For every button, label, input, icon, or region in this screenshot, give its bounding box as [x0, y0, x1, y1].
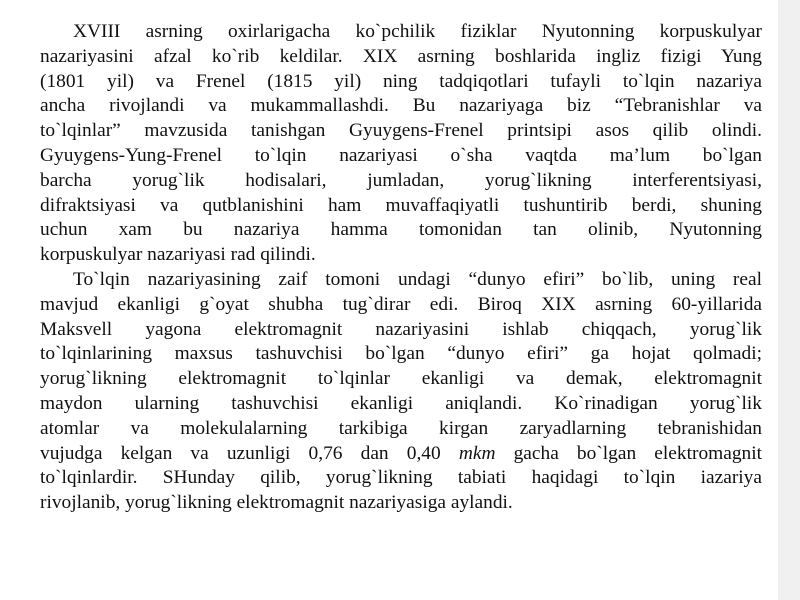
text-line: Maksvell yagona elektromagnit nazariyasini ishlab chiqqach, yorug`lik [40, 318, 762, 340]
text-line: vujudga kelgan va uzunligi 0,76 dan 0,40 mkm gacha bo`lgan elektromagnit [40, 442, 762, 464]
text-line: yorug`likning elektromagnit to`lqinlar ekanligi va demak, elektromagnit [40, 368, 762, 390]
text-line: atomlar va molekulalarning tarkibiga kirgan zaryadlarning tebranishidan [40, 417, 762, 439]
text-line: maydon ularning tashuvchisi ekanligi aniqlandi. Ko`rinadigan yorug`lik [40, 392, 762, 414]
text-line: nazariyasini afzal ko`rib keldilar. XIX asrning boshlarida ingliz fizigi Yung [40, 45, 762, 67]
text-line: korpuskulyar nazariyasi rad qilindi. [40, 244, 316, 266]
text-line: mavjud ekanligi g`oyat shubha tug`dirar edi. Biroq XIX asrning 60-yillarida [40, 293, 762, 315]
text-line: uchun xam bu nazariya hamma tomonidan tan olinib, Nyutonning [40, 219, 762, 241]
text-line: to`lqinlarining maxsus tashuvchisi bo`lgan “dunyo efiri” ga hojat qolmadi; [40, 343, 762, 365]
text-line: ancha rivojlandi va mukammallashdi. Bu nazariyaga biz “Tebranishlar va [40, 95, 762, 117]
text-line: barcha yorug`lik hodisalari, jumladan, yorug`likning interferentsiyasi, [40, 169, 762, 191]
text-line: To`lqin nazariyasining zaif tomoni undagi “dunyo efiri” bo`lib, uning real [73, 268, 762, 290]
text-line: (1801 yil) va Frenel (1815 yil) ning tadqiqotlari tufayli to`lqin nazariya [40, 70, 762, 92]
text-line: to`lqinlardir. SHunday qilib, yorug`likning tabiati haqidagi to`lqin iazariya [40, 467, 762, 489]
text-line: to`lqinlar” mavzusida tanishgan Gyuygens-Frenel printsipi asos qilib olindi. [40, 120, 762, 142]
text-line: Gyuygens-Yung-Frenel to`lqin nazariyasi o`sha vaqtda ma’lum bo`lgan [40, 144, 762, 166]
document-body [40, 20, 762, 516]
text-line: XVIII asrning oxirlarigacha ko`pchilik fiziklar Nyutonning korpuskulyar [73, 21, 762, 42]
text-line: rivojlanib, yorug`likning elektromagnit nazariyasiga aylandi. [40, 492, 513, 514]
text-line: difraktsiyasi va qutblanishini ham muvaffaqiyatli tushuntirib berdi, shuning [40, 194, 762, 216]
page-edge-margin [778, 0, 800, 600]
